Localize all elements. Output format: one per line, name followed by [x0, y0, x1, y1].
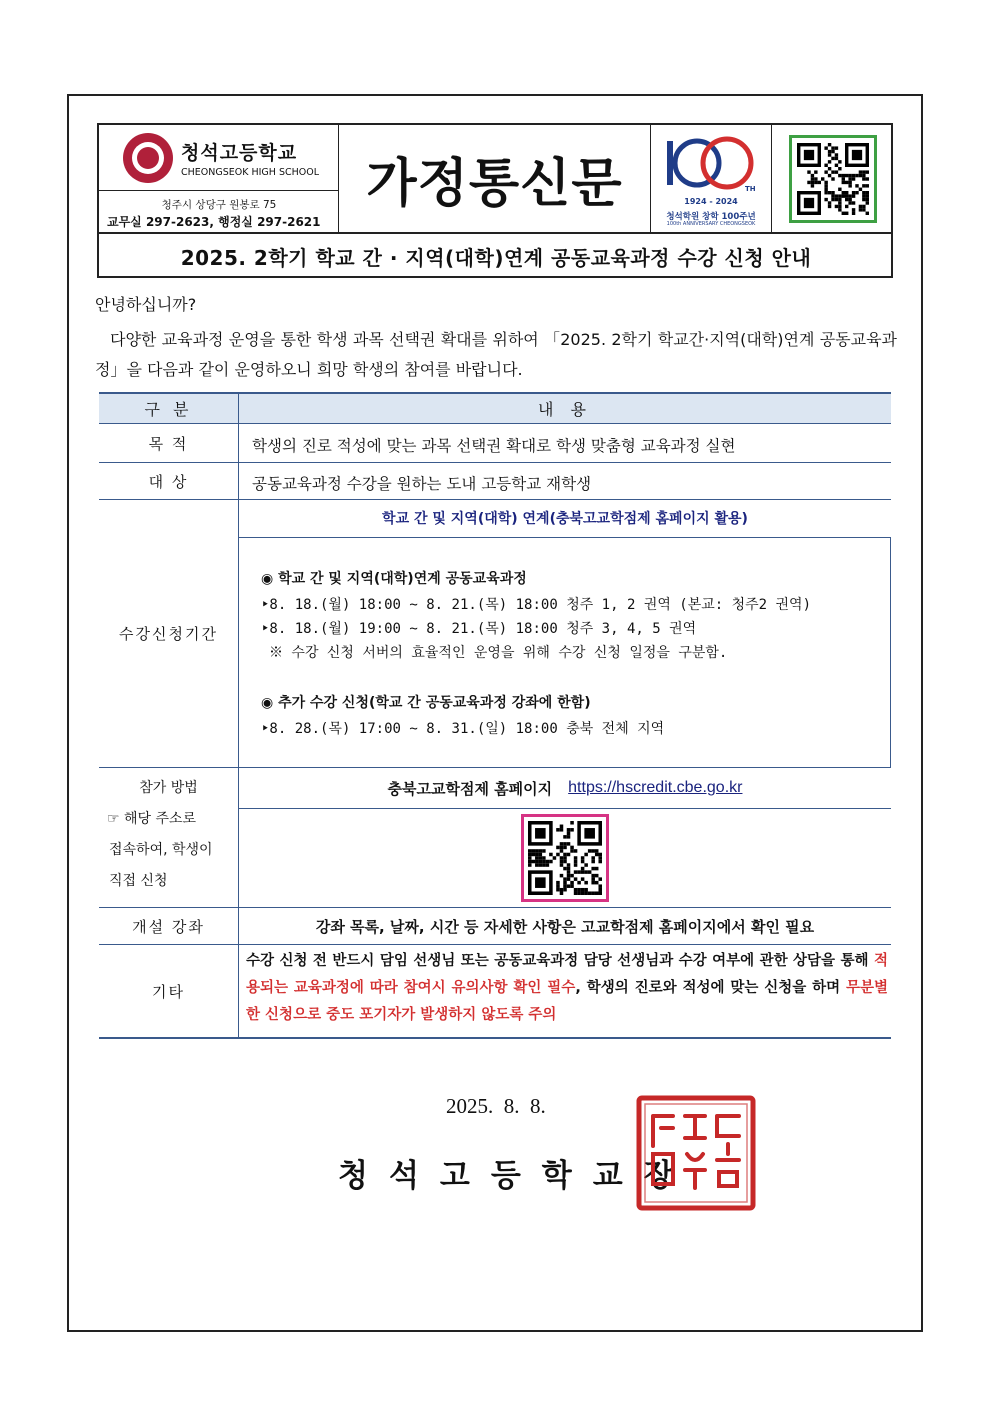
- join-method-label-4: 직접 신청: [109, 873, 168, 889]
- intro-paragraph: 다양한 교육과정 운영을 통한 학생 과목 선택권 확대를 위하여 「2025. 2학기 학교간·지역(대학)연계 공동교육과정」을 다음과 같이 운영하오니 희망 학생의 참여를 바랍니다.: [95, 330, 897, 379]
- etc-text-warning2: 무분별한 신청으로 중도 포기자가 발생하지 않도록 주의: [246, 980, 888, 1023]
- anniversary-text: 청석학원 창학 100주년: [666, 212, 756, 222]
- school-phones: 교무실 297-2623, 행정실 297-2621: [107, 215, 321, 229]
- svg-text:TH: TH: [745, 185, 756, 193]
- school-emblem-icon: [123, 133, 173, 183]
- greeting: 안녕하십니까?: [95, 295, 197, 314]
- join-site-name: 충북고교학점제 홈페이지: [387, 779, 553, 798]
- letterhead: [97, 123, 893, 278]
- etc-text-warning1: 적용되는 교육과정에 따라 참여시 유의사항 확인 필수: [246, 953, 888, 996]
- join-method-label-3: 접속하여, 학생이: [109, 842, 213, 858]
- period-section2-title: ◉ 추가 수강 신청(학교 간 공동교육과정 강좌에 한함): [261, 695, 591, 711]
- purpose-label: 목 적: [148, 435, 189, 453]
- join-qr-code-icon[interactable]: [521, 814, 609, 902]
- principal-signature: 청석고등학교장: [338, 1158, 695, 1194]
- target-label: 대 상: [148, 472, 189, 491]
- join-site-row: [239, 768, 891, 808]
- school-address-area: [99, 191, 339, 232]
- join-qr-area: [239, 809, 891, 907]
- issue-date: 2025. 8. 8.: [446, 1094, 546, 1118]
- anniversary-years: 1924 - 2024: [684, 197, 738, 206]
- period-details: [239, 537, 891, 767]
- target-text: 공동교육과정 수강을 원하는 도내 고등학교 재학생: [252, 475, 592, 493]
- purpose-text: 학생의 진로 적성에 맞는 과목 선택권 확대로 학생 맞춤형 교육과정 실현: [252, 437, 736, 455]
- info-table: [99, 392, 891, 1039]
- courses-text: 강좌 목록, 날짜, 시간 등 자세한 사항은 고교학점제 홈페이지에서 확인 필요: [315, 917, 815, 936]
- anniversary-logo: [651, 125, 772, 232]
- table-header-row: [99, 394, 891, 424]
- join-method-label-1: 참가 방법: [139, 780, 198, 796]
- join-method-label-2: ☞ 해당 주소로: [107, 811, 197, 827]
- period-section1-line1: ‣8. 18.(월) 18:00 ~ 8. 21.(목) 18:00 청주 1, 2 권역 (본교: 청주2 권역): [261, 597, 812, 613]
- courses-label: 개설 강좌: [132, 917, 205, 936]
- anniversary-100-icon: [661, 133, 761, 195]
- period-section1-title: ◉ 학교 간 및 지역(대학)연계 공동교육과정: [261, 571, 527, 587]
- join-method-label: [99, 777, 238, 901]
- school-address: 청주시 상당구 원봉로 75: [161, 199, 277, 211]
- document-subtitle: 2025. 2학기 학교 간 · 지역(대학)연계 공동교육과정 수강 신청 안내: [180, 245, 812, 270]
- period-heading: 학교 간 및 지역(대학) 연계(충북고교학점제 홈페이지 활용): [382, 511, 748, 527]
- school-name: 청석고등학교: [181, 141, 298, 164]
- join-site-link[interactable]: https://hscredit.cbe.go.kr: [568, 779, 743, 796]
- etc-label: 기타: [152, 982, 185, 1001]
- document-title-area: [339, 125, 651, 232]
- header-qr-area: [772, 125, 893, 232]
- document-subtitle-area: [99, 232, 893, 278]
- etc-text-part1: 수강 신청 전 반드시 담임 선생님 또는 공동교육과정 담당 선생님과 수강 여부에 관한 상담을 통해: [246, 953, 874, 969]
- header-qr-code-icon[interactable]: [789, 135, 877, 223]
- period-section2-line1: ‣8. 28.(목) 17:00 ~ 8. 31.(일) 18:00 충북 전체 지역: [261, 721, 665, 737]
- anniversary-text-en: 100th ANNIVERSARY CHEONGSEOK: [666, 221, 756, 227]
- table-header-category: 구 분: [144, 400, 193, 419]
- period-section1-line2: ‣8. 18.(월) 19:00 ~ 8. 21.(목) 18:00 청주 3, 4, 5 권역: [261, 621, 697, 637]
- period-label: 수강신청기간: [119, 625, 218, 643]
- school-name-en: CHEONGSEOK HIGH SCHOOL: [181, 166, 320, 178]
- etc-text: [246, 948, 888, 1029]
- official-seal-stamp-icon: [635, 1094, 757, 1212]
- table-header-content: 내 용: [538, 400, 592, 419]
- period-section1-note: ※ 수강 신청 서버의 효율적인 운영을 위해 수강 신청 일정을 구분함.: [269, 645, 728, 661]
- etc-text-part3: , 학생의 진로와 적성에 맞는 신청을 하며: [575, 980, 846, 996]
- school-logo-area: [99, 125, 339, 191]
- document-title: 가정통신문: [366, 154, 623, 214]
